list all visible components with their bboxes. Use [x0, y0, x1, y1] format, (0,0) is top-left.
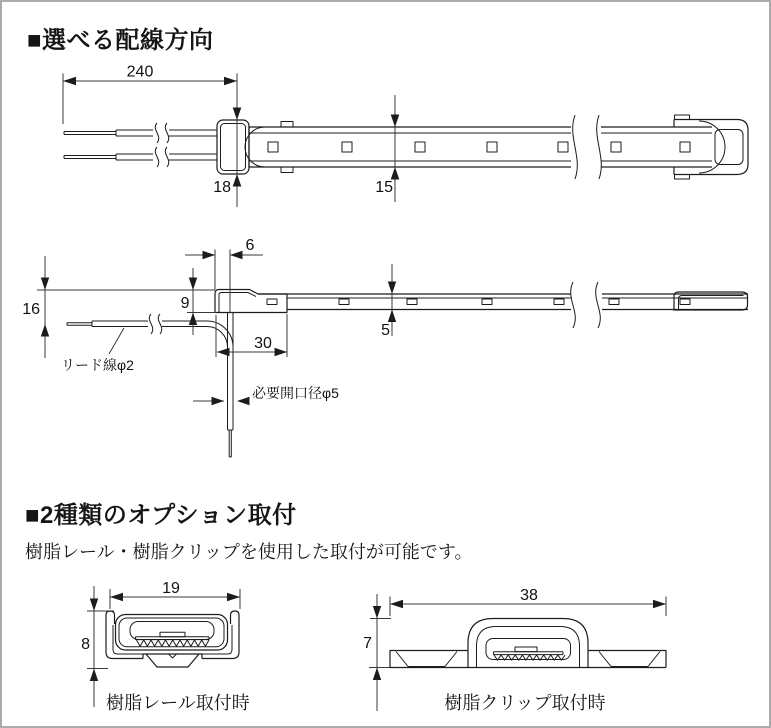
section1-title: ■選べる配線方向 [27, 27, 214, 54]
strip-body-top-view [245, 115, 712, 179]
pcb-component-clip [515, 647, 537, 652]
dim-38-label: 38 [520, 587, 538, 604]
lead-wire-side-view [67, 313, 233, 457]
led-chips-top-view [268, 142, 690, 152]
dim-30-label: 30 [254, 335, 272, 352]
lead-wire-annotation [61, 328, 134, 373]
dim-9-label: 9 [180, 295, 190, 312]
lead-wire-label: リード線φ2 [61, 357, 134, 373]
dim-16-label: 16 [22, 301, 40, 318]
rail-foot [146, 654, 199, 667]
top-view-drawing [63, 64, 748, 208]
end-cap-top-view [674, 115, 748, 179]
connector-cap-side-view [215, 290, 287, 313]
dim-7-label: 7 [363, 635, 372, 652]
end-cap-side-view [674, 292, 748, 310]
clip-profile [390, 619, 666, 668]
dim-38 [390, 587, 666, 616]
clip-right-wing-detail [599, 652, 660, 667]
connector-cap-top-view [217, 120, 249, 174]
dim-18-label: 18 [213, 179, 231, 196]
clip-mount-cross-section [363, 587, 666, 711]
section2-title: ■2種類のオプション取付 [25, 502, 297, 529]
dim-19 [110, 580, 240, 609]
required-opening-annotation [193, 385, 339, 405]
dim-240 [63, 64, 237, 125]
dim-5-label: 5 [381, 322, 390, 339]
rail-mount-caption: 樹脂レール取付時 [106, 693, 250, 713]
side-view-drawing [22, 237, 748, 457]
strip-in-rail [116, 615, 228, 651]
clip-left-wing-detail [396, 652, 457, 667]
clip-mount-caption: 樹脂クリップ取付時 [444, 693, 606, 713]
break-marks-top-view [573, 115, 602, 179]
dim-8 [81, 586, 114, 707]
pcb-clip [494, 652, 564, 655]
dim-5 [381, 264, 396, 339]
dim-15 [375, 95, 399, 202]
dim-6-label: 6 [245, 237, 255, 254]
lead-wires-top-view [64, 123, 217, 167]
section2-note: 樹脂レール・樹脂クリップを使用した取付が可能です。 [25, 542, 473, 562]
dim-30 [216, 314, 287, 357]
rail-mount-cross-section [81, 580, 240, 707]
dim-16 [22, 256, 49, 358]
required-opening-label: 必要開口径φ5 [252, 385, 339, 401]
dim-7 [363, 594, 391, 711]
led-chips-side-view [267, 299, 690, 305]
dim-6 [185, 237, 263, 313]
break-marks-side-view [571, 282, 601, 328]
dim-8-label: 8 [81, 636, 90, 653]
pcb-component-rail [160, 632, 185, 637]
dim-240-label: 240 [126, 63, 154, 81]
dim-9 [181, 268, 216, 335]
technical-drawing [2, 2, 769, 726]
dim-15-label: 15 [375, 179, 393, 196]
strip-in-clip [486, 639, 571, 661]
dim-19-label: 19 [162, 580, 180, 597]
heatsink-teeth-rail [137, 640, 210, 646]
